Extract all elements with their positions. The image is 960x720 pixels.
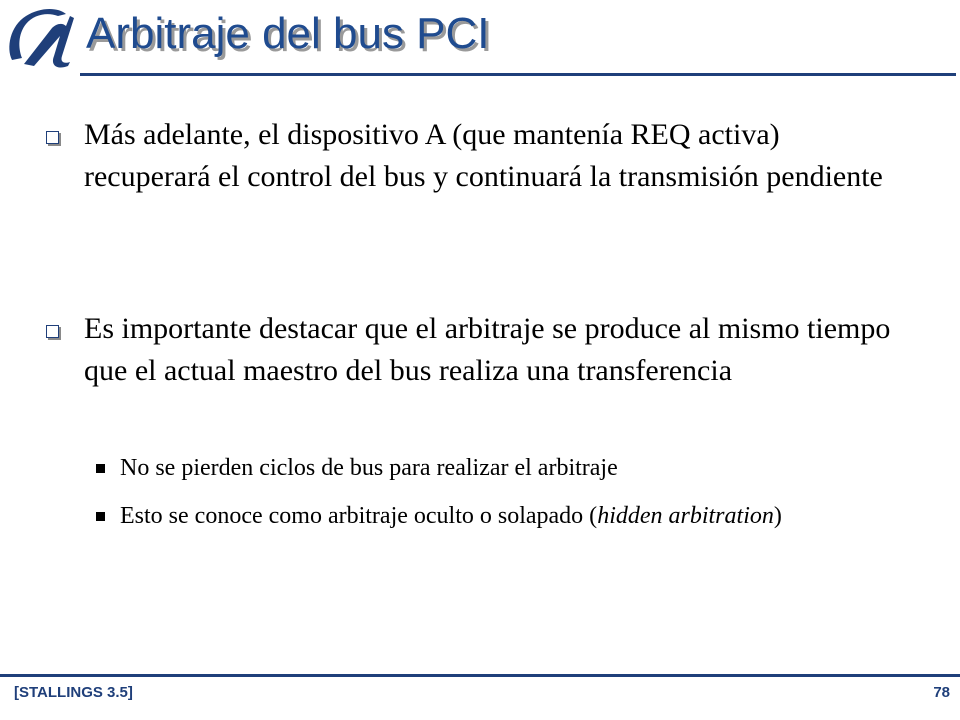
bullet-text: Es importante destacar que el arbitraje se produce al mismo tiempo que el actual maestro del bus realiza una transferencia: [84, 312, 891, 387]
subbullet-item: [96, 500, 896, 532]
subbullet-item: [96, 452, 896, 484]
filled-square-bullet-icon: [96, 512, 105, 521]
hollow-square-bullet-icon: [46, 325, 59, 338]
page-title: Arbitraje del bus PCI: [86, 9, 490, 58]
page-number: 78: [933, 684, 950, 701]
subbullet-text-suffix: ): [773, 503, 782, 529]
hollow-square-bullet-icon: [46, 131, 59, 144]
subbullet-text-prefix: Esto se conoce como arbitraje oculto o solapado (: [120, 503, 598, 529]
title-divider: [80, 73, 956, 76]
footer-reference: [STALLINGS 3.5]: [14, 684, 133, 701]
filled-square-bullet-icon: [96, 464, 105, 473]
bullet-item: [46, 114, 896, 198]
subbullet-text: No se pierden ciclos de bus para realizar el arbitraje: [120, 455, 618, 481]
bullet-item: [46, 308, 896, 392]
subbullet-text: [120, 500, 896, 532]
footer-divider: [0, 674, 960, 677]
logo-mark-icon: [4, 4, 80, 70]
subbullet-text-italic: hidden arbitration: [597, 503, 774, 529]
bullet-text: Más adelante, el dispositivo A (que mantenía REQ activa) recuperará el control del bus y continuará la transmisión pendiente: [84, 118, 883, 193]
